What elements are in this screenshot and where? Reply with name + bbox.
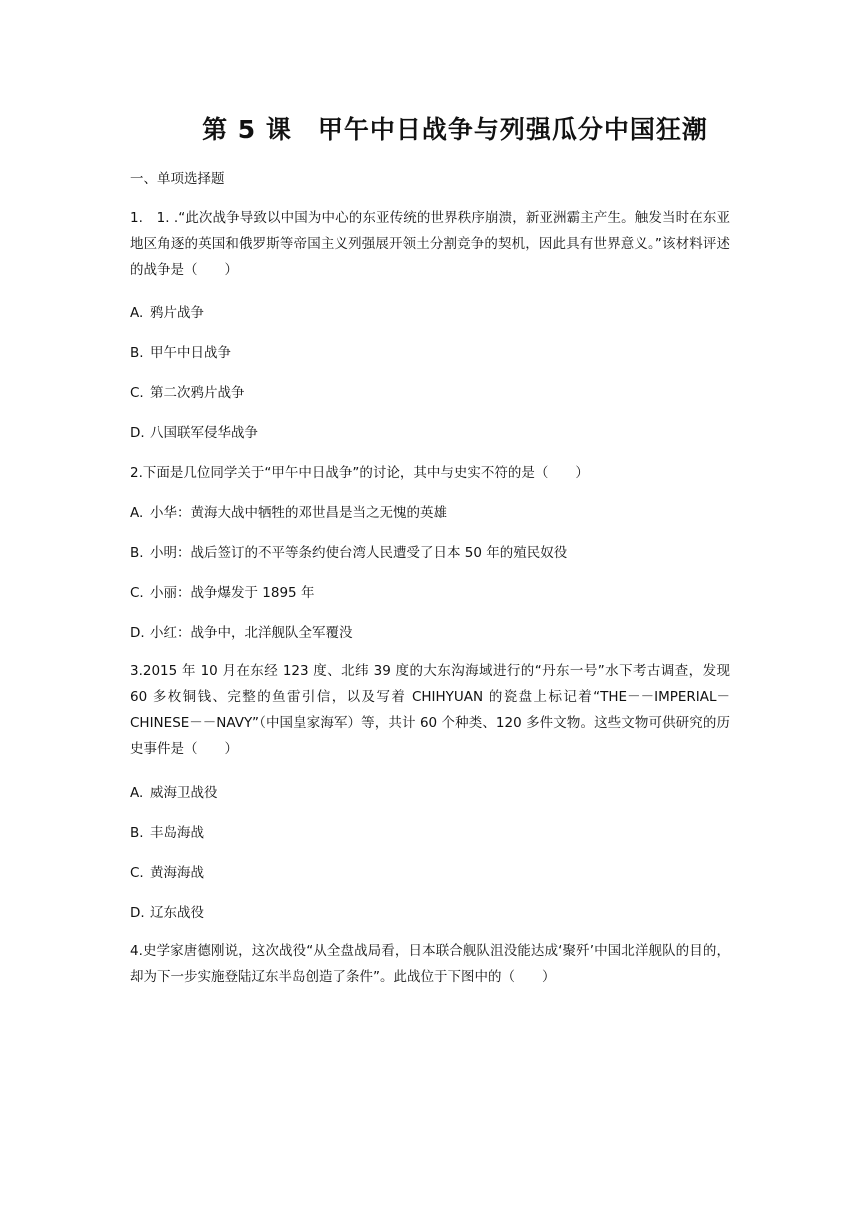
question-2-option-c bbox=[130, 581, 314, 601]
option-text: 第二次鸦片战争 bbox=[150, 385, 245, 401]
question-1-option-a bbox=[130, 301, 204, 321]
option-text: 小丽：战争爆发于 1895 年 bbox=[150, 585, 315, 601]
question-1-option-b bbox=[130, 341, 231, 361]
option-letter: D. bbox=[130, 905, 145, 921]
question-3-stem: 3.2015 年 10 月在东经 123 度、北纬 39 度的大东沟海域进行的“丹东一号”水下考古调查，发现 60 多枚铜钱、完整的鱼雷引信，以及写着 CHIHYUAN 的瓷盘上标记着“THE－－IMPERIAL－CHINESE－－NAVY”（中国皇家海军）等，共计 60 个种类、120 多件文物。这些文物可供研究的历史事件是（ ） bbox=[130, 663, 730, 757]
option-text: 甲午中日战争 bbox=[150, 345, 231, 361]
option-letter: A. bbox=[130, 505, 144, 521]
question-4-stem: 4.史学家唐德刚说，这次战役“从全盘战局看，日本联合舰队沮没能达成‘聚歼’中国北洋舰队的目的，却为下一步实施登陆辽东半岛创造了条件”。此战位于下图中的（ ） bbox=[130, 943, 730, 985]
option-text: 小华：黄海大战中牺牲的邓世昌是当之无愧的英雄 bbox=[150, 505, 447, 521]
question-3-option-a bbox=[130, 781, 218, 801]
option-text: 辽东战役 bbox=[150, 905, 204, 921]
question-1-option-d bbox=[130, 421, 258, 441]
option-letter: D. bbox=[130, 425, 145, 441]
option-text: 小红：战争中，北洋舰队全军覆没 bbox=[150, 625, 353, 641]
page-title: 第 5 课 甲午中日战争与列强瓜分中国狂潮 bbox=[202, 115, 708, 144]
question-3-option-d bbox=[130, 901, 204, 921]
option-text: 鸦片战争 bbox=[150, 305, 204, 321]
option-letter: A. bbox=[130, 305, 144, 321]
question-3-option-c bbox=[130, 861, 204, 881]
question-2-option-b bbox=[130, 541, 567, 561]
question-1-stem: 1. 1. .“此次战争导致以中国为中心的东亚传统的世界秩序崩溃，新亚洲霸主产生。触发当时在东亚地区角逐的英国和俄罗斯等帝国主义列强展开领土分割竞争的契机，因此具有世界意义。”该材料评述的战争是（ ） bbox=[130, 210, 730, 278]
option-text: 丰岛海战 bbox=[150, 825, 204, 841]
option-letter: C. bbox=[130, 385, 144, 401]
option-text: 威海卫战役 bbox=[150, 785, 218, 801]
question-2-stem: 2.下面是几位同学关于“甲午中日战争”的讨论，其中与史实不符的是（ ） bbox=[130, 465, 589, 481]
option-text: 黄海海战 bbox=[150, 865, 204, 881]
option-letter: B. bbox=[130, 825, 144, 841]
option-letter: C. bbox=[130, 585, 144, 601]
question-2-option-a bbox=[130, 501, 447, 521]
option-letter: B. bbox=[130, 545, 144, 561]
option-letter: C. bbox=[130, 865, 144, 881]
question-1-option-c bbox=[130, 381, 245, 401]
option-letter: D. bbox=[130, 625, 145, 641]
question-2-option-d bbox=[130, 621, 353, 641]
option-letter: A. bbox=[130, 785, 144, 801]
question-3-option-b bbox=[130, 821, 204, 841]
option-text: 八国联军侵华战争 bbox=[150, 425, 258, 441]
option-letter: B. bbox=[130, 345, 144, 361]
section-heading: 一、单项选择题 bbox=[130, 171, 225, 187]
option-text: 小明：战后签订的不平等条约使台湾人民遭受了日本 50 年的殖民奴役 bbox=[150, 545, 568, 561]
